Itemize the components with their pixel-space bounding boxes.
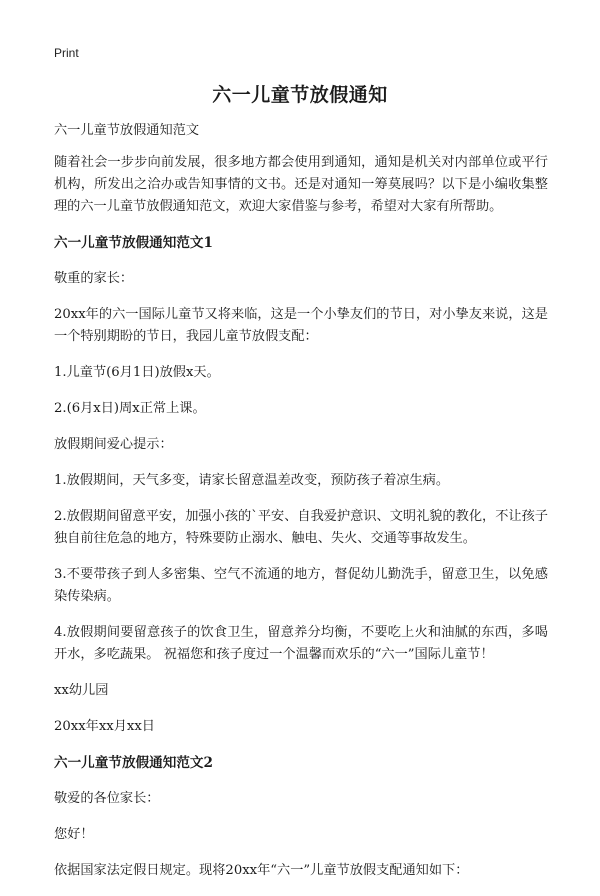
section-1-tip-1: 1.放假期间，天气多变，请家长留意温差改变，预防孩子着凉生病。 [54, 473, 450, 488]
section-1-body: 20xx年的六一国际儿童节又将来临，这是一个小挚友们的节日，对小挚友来说，这是一个特别期盼的节日，我园儿童节放假支配： [54, 307, 548, 344]
intro-paragraph: 随着社会一步步向前发展，很多地方都会使用到通知，通知是机关对内部单位或平行机构，所发出之洽办或告知事情的文书。还是对通知一筹莫展吗？以下是小编收集整理的六一儿童节放假通知范文，欢迎大家借鉴与参考，希望对大家有所帮助。 [54, 155, 548, 214]
section-1-item-2: 2.(6月x日)周x正常上课。 [54, 401, 206, 416]
section-1-heading: 六一儿童节放假通知范文1 [54, 235, 213, 251]
document-body [54, 120, 548, 896]
section-1-tip-4: 4.放假期间要留意孩子的饮食卫生，留意养分均衡，不要吃上火和油腻的东西，多喝开水，多吃蔬果。 祝福您和孩子度过一个温馨而欢乐的“六一”国际儿童节！ [54, 625, 548, 662]
section-2-heading: 六一儿童节放假通知范文2 [54, 755, 213, 771]
page-title: 六一儿童节放假通知 [212, 84, 388, 106]
section-1-date: 20xx年xx月xx日 [54, 719, 155, 734]
subtitle: 六一儿童节放假通知范文 [54, 123, 200, 138]
section-1-item-1: 1.儿童节(6月1日)放假x天。 [54, 365, 220, 380]
section-1-signature: xx幼儿园 [54, 683, 109, 698]
print-link[interactable]: Print [54, 46, 79, 60]
section-1-tip-3: 3.不要带孩子到人多密集、空气不流通的地方，督促幼儿勤洗手，留意卫生，以免感染传染病。 [54, 567, 548, 604]
section-2-body: 依据国家法定假日规定。现将20xx年“六一”儿童节放假支配通知如下： [54, 863, 469, 878]
section-2-greeting: 敬爱的各位家长： [54, 791, 160, 806]
section-2-hello: 您好！ [54, 827, 94, 842]
section-1-tip-2: 2.放假期间留意平安，加强小孩的`平安、自我爱护意识、文明礼貌的教化，不让孩子独自前往危急的地方，特殊要防止溺水、触电、失火、交通等事故发生。 [54, 509, 548, 546]
section-1-tips-label: 放假期间爱心提示： [54, 437, 173, 452]
section-1-greeting: 敬重的家长： [54, 271, 134, 286]
